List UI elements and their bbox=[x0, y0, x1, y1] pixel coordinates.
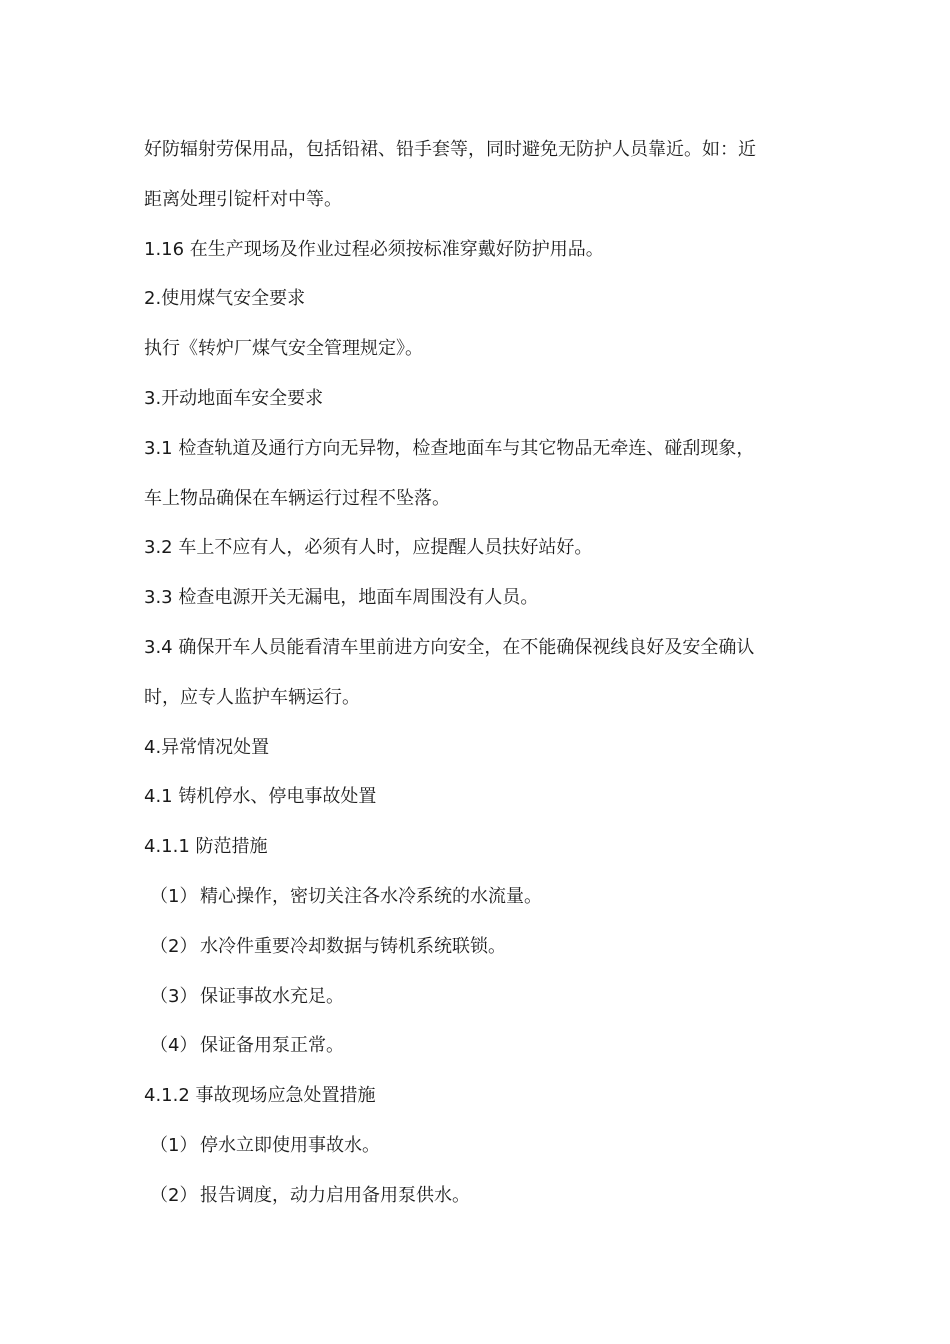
list-item bbox=[144, 1121, 824, 1171]
list-item-number: （3） bbox=[150, 985, 198, 1007]
paragraph-line: 3.1 检查轨道及通行方向无异物，检查地面车与其它物品无牵连、碰刮现象， bbox=[144, 437, 755, 459]
paragraph-line: 3.3 检查电源开关无漏电，地面车周围没有人员。 bbox=[144, 587, 539, 609]
list-item-text: 精心操作，密切关注各水冷系统的水流量。 bbox=[200, 885, 542, 907]
subsection-heading: 4.1.2 事故现场应急处置措施 bbox=[144, 1085, 376, 1107]
list-item bbox=[144, 1171, 824, 1221]
list-item-number: （1） bbox=[150, 885, 198, 907]
section-heading: 2.使用煤气安全要求 bbox=[144, 288, 306, 310]
list-item-number: （1） bbox=[150, 1134, 198, 1156]
paragraph-line: 距离处理引锭杆对中等。 bbox=[144, 188, 342, 210]
list-item-text: 停水立即使用事故水。 bbox=[200, 1134, 380, 1156]
list-item bbox=[144, 872, 824, 922]
list-item-text: 保证事故水充足。 bbox=[200, 985, 344, 1007]
list-item bbox=[144, 922, 824, 972]
paragraph-line: 执行《转炉厂煤气安全管理规定》。 bbox=[144, 338, 423, 360]
paragraph-line: 时，应专人监护车辆运行。 bbox=[144, 686, 360, 708]
list-item bbox=[144, 1021, 824, 1071]
paragraph-line: 3.2 车上不应有人，必须有人时，应提醒人员扶好站好。 bbox=[144, 537, 593, 559]
paragraph-line: 1.16 在生产现场及作业过程必须按标准穿戴好防护用品。 bbox=[144, 238, 604, 260]
section-heading: 4.异常情况处置 bbox=[144, 736, 270, 758]
document-body bbox=[144, 125, 824, 1221]
subsection-heading: 4.1 铸机停水、停电事故处置 bbox=[144, 786, 377, 808]
paragraph-line: 好防辐射劳保用品，包括铅裙、铅手套等，同时避免无防护人员靠近。如：近 bbox=[144, 139, 756, 160]
list-item-number: （4） bbox=[150, 1035, 198, 1057]
section-heading: 3.开动地面车安全要求 bbox=[144, 387, 324, 409]
list-item-number: （2） bbox=[150, 935, 198, 957]
list-item-text: 水冷件重要冷却数据与铸机系统联锁。 bbox=[200, 935, 506, 957]
paragraph-line: 车上物品确保在车辆运行过程不坠落。 bbox=[144, 487, 450, 509]
subsection-heading: 4.1.1 防范措施 bbox=[144, 836, 268, 858]
paragraph-line: 3.4 确保开车人员能看清车里前进方向安全，在不能确保视线良好及安全确认 bbox=[144, 636, 755, 658]
list-item-number: （2） bbox=[150, 1184, 198, 1206]
list-item bbox=[144, 972, 824, 1022]
list-item-text: 报告调度，动力启用备用泵供水。 bbox=[200, 1184, 470, 1206]
list-item-text: 保证备用泵正常。 bbox=[200, 1035, 344, 1057]
